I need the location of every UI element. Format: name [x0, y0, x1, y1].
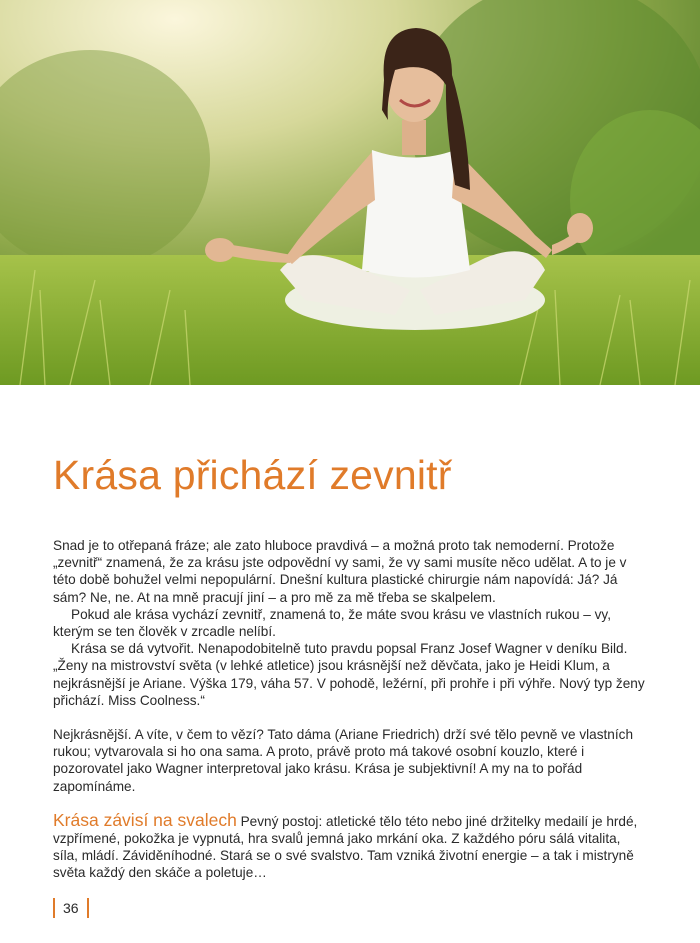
paragraph: Krása se dá vytvořit. Nenapodobitelně tuto pravdu popsal Franz Josef Wagner v deníku Bild.„Ženy na mistrovství světa (v lehké atletice) jsou krásnější než děvčata, jako je Heidi Klum, a nejkrásnější je Ariane. Výška 179, váha 57. V pohodě, ležérní, při prohře i při výhře. Nový typ ženy přichází. Miss Coolness.“	[53, 641, 645, 708]
article-title: Krása přichází zevnitř	[53, 452, 452, 498]
page-number-right-bar	[87, 898, 89, 918]
page-number-text: 36	[63, 900, 79, 916]
page-number	[53, 898, 89, 918]
hero-photo-woman-meditating	[0, 0, 700, 385]
article-body	[53, 537, 649, 882]
paragraph: Pokud ale krása vychází zevnitř, znamená to, že máte svou krásu ve vlastních rukou – vy, kterým se ten člověk v zrcadle nelíbí.	[53, 606, 611, 640]
paragraph: Snad je to otřepaná fráze; ale zato hluboce pravdivá – a možná proto tak nemoderní. Protože „zevnitř“ znamená, že za krásu jste odpovědní vy sami, že vy sami musíte něco udělat. A to je v této době bohužel velmi nepopulární. Dnešní kultura plastické chirurgie nám napovídá: Já? Já sám? Ne, ne. At na mně pracují jiní – a pro mě za mě třeba se skalpelem.	[53, 538, 627, 605]
subsection-heading: Krása závisí na svalech	[53, 809, 237, 830]
subsection-paragraph	[53, 809, 649, 882]
paragraph: Nejkrásnější. A víte, v čem to vězí? Tato dáma (Ariane Friedrich) drží své tělo pevně ve vlastních rukou; vytvarovala si ho ona sama. A proto, právě proto má takové osobní kouzlo, které i pozorovatel jako Wagner interpretoval jako krásu. Krása je subjektivní! A my na to pořád zapomínáme.	[53, 727, 634, 794]
subsection-text: Pevný postoj: atletické tělo této nebo jiné držitelky medailí je hrdé, vzpřímené, pokožka je vypnutá, hra svalů jemná jako mrkání oka. Z každého póru sálá vitalita, síla, mládí. Záviděníhodné. Stará se o své svalstvo. Tam vzniká životní energie – a tak i mistryně světa každý den skáče a poletuje…	[53, 813, 638, 881]
